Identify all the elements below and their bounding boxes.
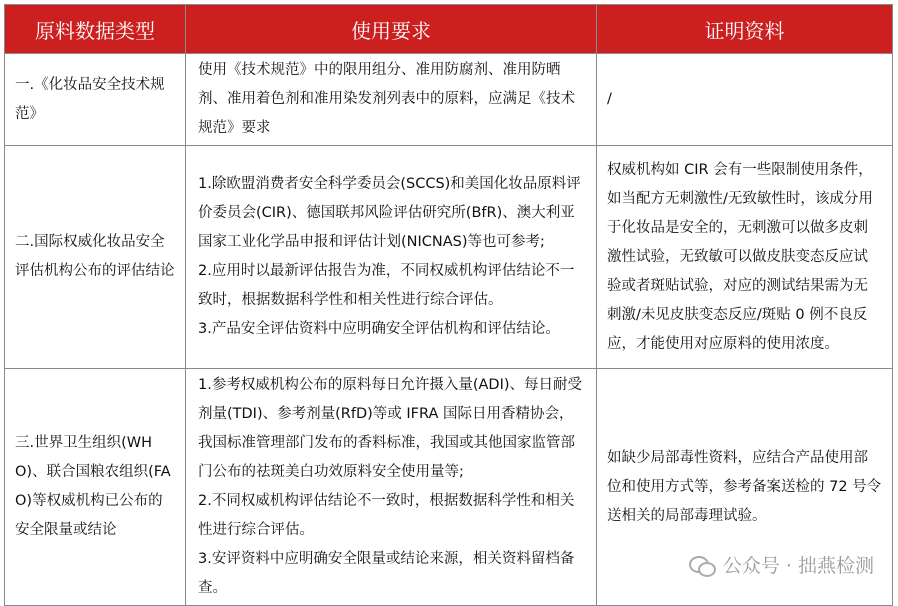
cell-proof: 权威机构如 CIR 会有一些限制使用条件，如当配方无刺激性/无致敏性时，该成分用于化妆品是安全的，无刺激可以做多皮刺激性试验，无致敏可以做皮肤变态反应试验或者斑贴试验，对应的测试结果需为无刺激/未见皮肤变态反应/斑贴 0 例不良反应，才能使用对应原料的使用浓度。 (597, 146, 893, 369)
wechat-icon (689, 554, 715, 576)
requirement-line: 1.除欧盟消费者安全科学委员会(SCCS)和美国化妆品原料评价委员会(CIR)、德国联邦风险评估研究所(BfR)、澳大利亚国家工业化学品申报和评估计划(NICNAS)等也可参考; (198, 176, 581, 250)
cell-type: 一.《化妆品安全技术规范》 (5, 54, 186, 146)
cell-requirement (186, 54, 597, 146)
requirement-line: 3.安评资料中应明确安全限量或结论来源，相关资料留档备查。 (198, 551, 575, 596)
header-proof: 证明资料 (597, 5, 893, 54)
watermark (689, 551, 874, 578)
table-row (5, 54, 893, 146)
cell-type: 二.国际权威化妆品安全评估机构公布的评估结论 (5, 146, 186, 369)
cell-requirement (186, 369, 597, 606)
table-header-row (5, 5, 893, 54)
table-row (5, 146, 893, 369)
requirements-table (4, 4, 893, 606)
watermark-text: 公众号 · 拙燕检测 (722, 555, 874, 577)
cell-proof: / (597, 54, 893, 146)
header-requirement: 使用要求 (186, 5, 597, 54)
cell-requirement (186, 146, 597, 369)
header-data-type: 原料数据类型 (5, 5, 186, 54)
requirement-line: 2.不同权威机构评估结论不一致时，根据数据科学性和相关性进行综合评估。 (198, 493, 575, 538)
requirement-line: 使用《技术规范》中的限用组分、准用防腐剂、准用防晒剂、准用着色剂和准用染发剂列表中的原料，应满足《技术规范》要求 (198, 62, 575, 136)
requirement-line: 3.产品安全评估资料中应明确安全评估机构和评估结论。 (198, 321, 560, 337)
requirement-line: 1.参考权威机构公布的原料每日允许摄入量(ADI)、每日耐受剂量(TDI)、参考剂量(RfD)等或 IFRA 国际日用香精协会，我国标准管理部门发布的香料标准，我国或其他国家监管部门公布的祛斑美白功效原料安全使用量等; (198, 377, 583, 480)
cell-type: 三.世界卫生组织(WHO)、联合国粮农组织(FAO)等权威机构已公布的安全限量或结论 (5, 369, 186, 606)
requirement-line: 2.应用时以最新评估报告为准，不同权威机构评估结论不一致时，根据数据科学性和相关性进行综合评估。 (198, 263, 575, 308)
cell-proof: 如缺少局部毒性资料，应结合产品使用部位和使用方式等，参考备案送检的 72 号令送相关的局部毒理试验。 (597, 369, 893, 606)
